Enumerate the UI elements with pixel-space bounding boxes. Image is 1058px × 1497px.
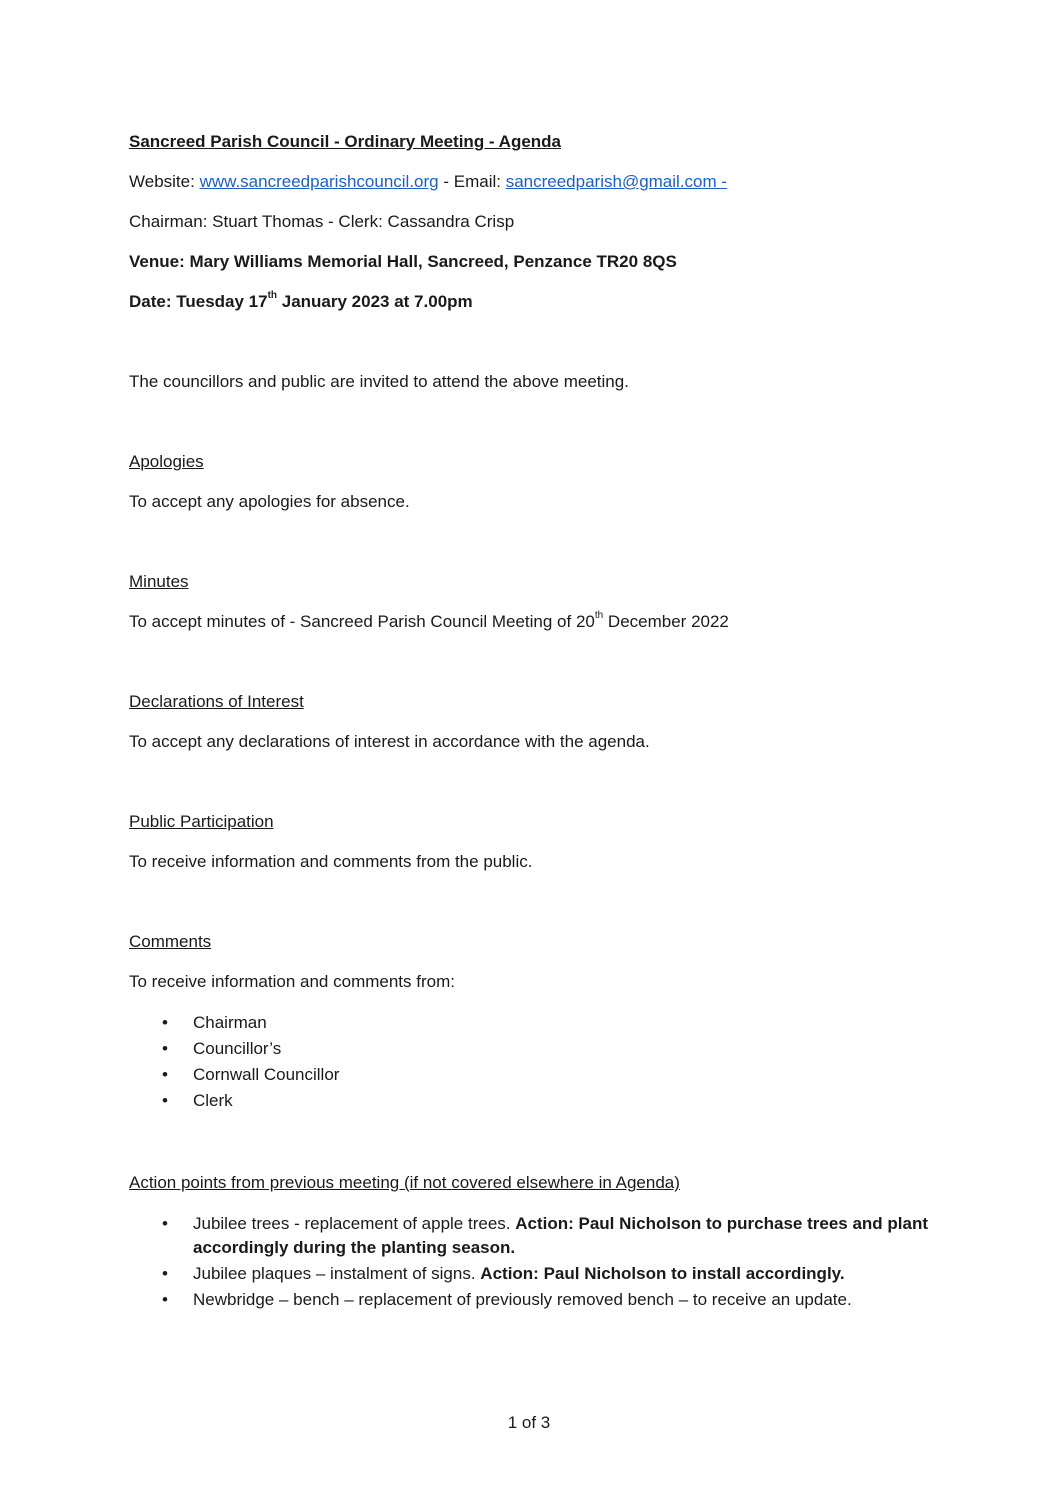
action-item-text: Jubilee trees - replacement of apple trees.: [193, 1214, 516, 1233]
page-number: 1 of 3: [507, 1413, 551, 1432]
action-points-heading: Action points from previous meeting (if not covered elsewhere in Agenda): [129, 1173, 680, 1192]
action-item-action: Action: Paul Nicholson to purchase trees and plant accordingly during the planting season.: [193, 1214, 929, 1257]
list-item: • Chairman: [129, 1011, 949, 1035]
comments-heading: Comments: [129, 932, 212, 951]
list-item: • Councillor’s: [129, 1037, 949, 1061]
action-item-action: Action: Paul Nicholson to install accordingly.: [480, 1264, 845, 1283]
declarations-text: To accept any declarations of interest in accordance with the agenda.: [129, 732, 650, 751]
action-item-text: Jubilee plaques – instalment of signs.: [193, 1264, 481, 1283]
date-line: [129, 292, 473, 312]
public-participation-text: To receive information and comments from the public.: [129, 852, 533, 871]
minutes-text: [129, 612, 729, 632]
website-label: Website:: [129, 172, 195, 191]
list-item: [129, 1262, 949, 1286]
email-label: Email:: [453, 172, 501, 191]
website-separator: -: [438, 172, 454, 191]
comments-text: To receive information and comments from:: [129, 972, 455, 991]
contact-line: [129, 172, 727, 192]
minutes-text-post: December 2022: [603, 612, 729, 631]
list-item: • Cornwall Councillor: [129, 1063, 949, 1087]
action-item-text: Newbridge – bench – replacement of previously removed bench – to receive an update.: [193, 1290, 852, 1309]
action-points-list: [129, 1212, 949, 1314]
email-link[interactable]: sancreedparish@gmail.com -: [505, 172, 728, 191]
list-item: • Clerk: [129, 1089, 949, 1113]
website-link[interactable]: www.sancreedparishcouncil.org: [199, 172, 439, 191]
intro-text: The councillors and public are invited to attend the above meeting.: [129, 372, 629, 391]
apologies-text: To accept any apologies for absence.: [129, 492, 410, 511]
date-post: January 2023 at 7.00pm: [277, 292, 473, 311]
minutes-text-pre: To accept minutes of - Sancreed Parish Council Meeting of 20: [129, 612, 595, 631]
declarations-heading: Declarations of Interest: [129, 692, 304, 711]
date-pre: Date: Tuesday 17: [129, 292, 268, 311]
public-participation-heading: Public Participation: [129, 812, 274, 831]
list-item: [129, 1288, 949, 1312]
comments-list: [129, 1011, 949, 1115]
venue-line: Venue: Mary Williams Memorial Hall, Sancreed, Penzance TR20 8QS: [129, 252, 677, 271]
apologies-heading: Apologies: [129, 452, 204, 471]
minutes-text-suffix: th: [594, 610, 604, 622]
date-suffix: th: [267, 290, 278, 302]
chair-clerk-line: Chairman: Stuart Thomas - Clerk: Cassandra Crisp: [129, 212, 515, 231]
document-title: Sancreed Parish Council - Ordinary Meeting - Agenda: [129, 132, 562, 151]
list-item: [129, 1212, 949, 1260]
minutes-heading: Minutes: [129, 572, 189, 591]
